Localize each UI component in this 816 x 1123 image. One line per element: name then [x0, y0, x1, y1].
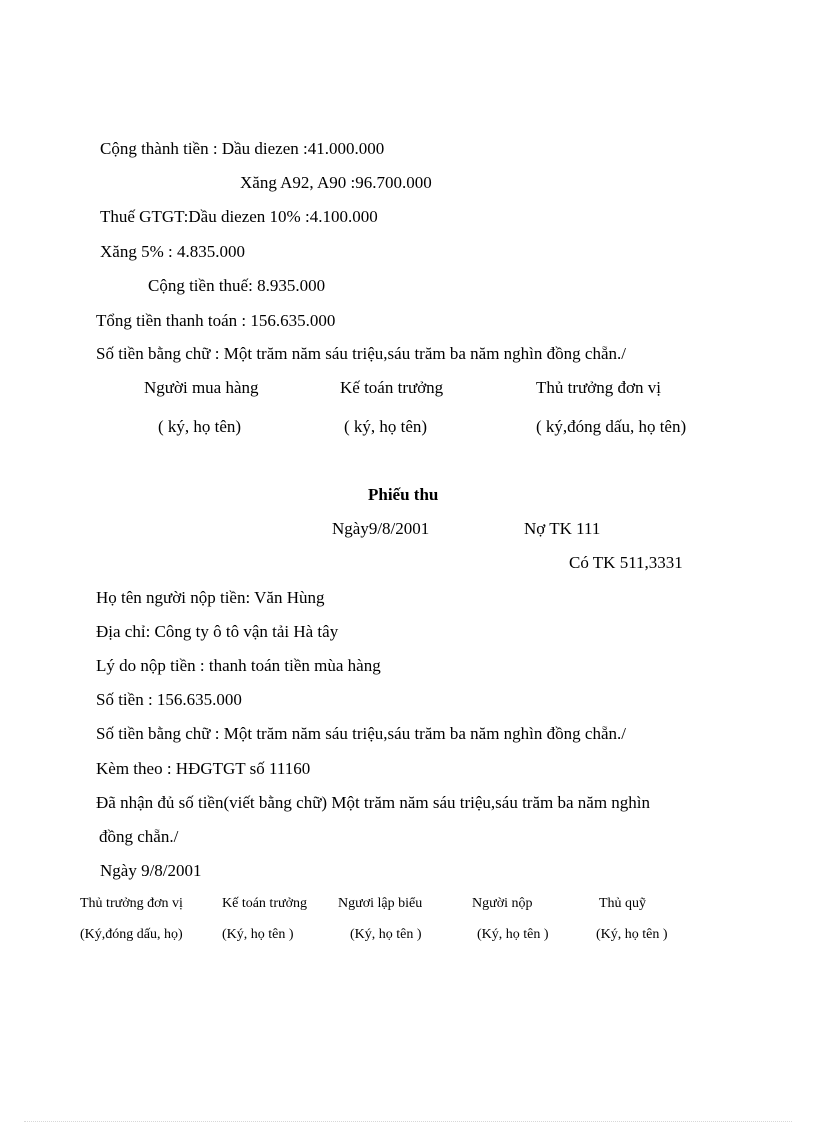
receipt-received-line2: đồng chẵn./ [99, 827, 179, 846]
receipt-signature-role-chief-accountant: Kế toán trưởng [222, 896, 307, 911]
receipt-amount: Số tiền : 156.635.000 [96, 690, 242, 709]
receipt-received-line1: Đã nhận đủ số tiền(viết bằng chữ) Một trăm năm sáu triệu,sáu trăm ba năm nghìn [96, 793, 651, 812]
signature-note-buyer: ( ký, họ tên) [158, 417, 242, 436]
receipt-signature-note-cashier: (Ký, họ tên ) [596, 927, 668, 942]
receipt-signature-note-chief-accountant: (Ký, họ tên ) [222, 927, 294, 942]
receipt-signature-role-cashier: Thủ quỹ [599, 896, 647, 911]
receipt-attached: Kèm theo : HĐGTGT số 11160 [96, 759, 311, 778]
signature-role-chief-accountant: Kế toán trưởng [340, 378, 444, 397]
receipt-credit-account: Có TK 511,3331 [569, 553, 683, 572]
signature-role-unit-head: Thủ trưởng đơn vị [536, 378, 661, 397]
receipt-signature-note-payer: (Ký, họ tên ) [477, 927, 549, 942]
receipt-signature-role-payer: Người nộp [472, 896, 533, 911]
page-bottom-rule [24, 1121, 792, 1122]
receipt-sign-date: Ngày 9/8/2001 [100, 861, 202, 880]
signature-role-buyer: Người mua hàng [144, 378, 259, 397]
total-diesel-line: Cộng thành tiền : Dầu diezen :41.000.000 [100, 139, 385, 158]
total-tax-line: Cộng tiền thuế: 8.935.000 [148, 276, 326, 295]
receipt-reason: Lý do nộp tiền : thanh toán tiền mùa hàng [96, 656, 381, 675]
receipt-payer: Họ tên người nộp tiền: Văn Hùng [96, 588, 325, 607]
receipt-signature-role-preparer: Ngươi lập biểu [338, 896, 423, 911]
grand-total-line: Tổng tiền thanh toán : 156.635.000 [96, 311, 336, 330]
receipt-signature-role-unit-head: Thủ trưởng đơn vị [80, 896, 183, 911]
receipt-signature-note-preparer: (Ký, họ tên ) [350, 927, 422, 942]
total-gasoline-line: Xăng A92, A90 :96.700.000 [240, 173, 432, 192]
receipt-debit-account: Nợ TK 111 [524, 519, 601, 538]
amount-in-words-line: Số tiền bằng chữ : Một trăm năm sáu triệu,sáu trăm ba năm nghìn đồng chẵn./ [96, 344, 626, 363]
vat-gasoline-line: Xăng 5% : 4.835.000 [100, 242, 245, 261]
receipt-date: Ngày9/8/2001 [332, 519, 430, 538]
receipt-amount-words: Số tiền bằng chữ : Một trăm năm sáu triệu,sáu trăm ba năm nghìn đồng chẵn./ [96, 724, 626, 743]
receipt-title: Phiếu thu [368, 485, 439, 504]
vat-diesel-line: Thuế GTGT:Dầu diezen 10% :4.100.000 [100, 207, 378, 226]
signature-note-unit-head: ( ký,đóng dấu, họ tên) [536, 417, 687, 436]
receipt-address: Địa chỉ: Công ty ô tô vận tải Hà tây [96, 622, 339, 641]
signature-note-chief-accountant: ( ký, họ tên) [344, 417, 428, 436]
receipt-signature-note-unit-head: (Ký,đóng dấu, họ) [80, 927, 183, 942]
